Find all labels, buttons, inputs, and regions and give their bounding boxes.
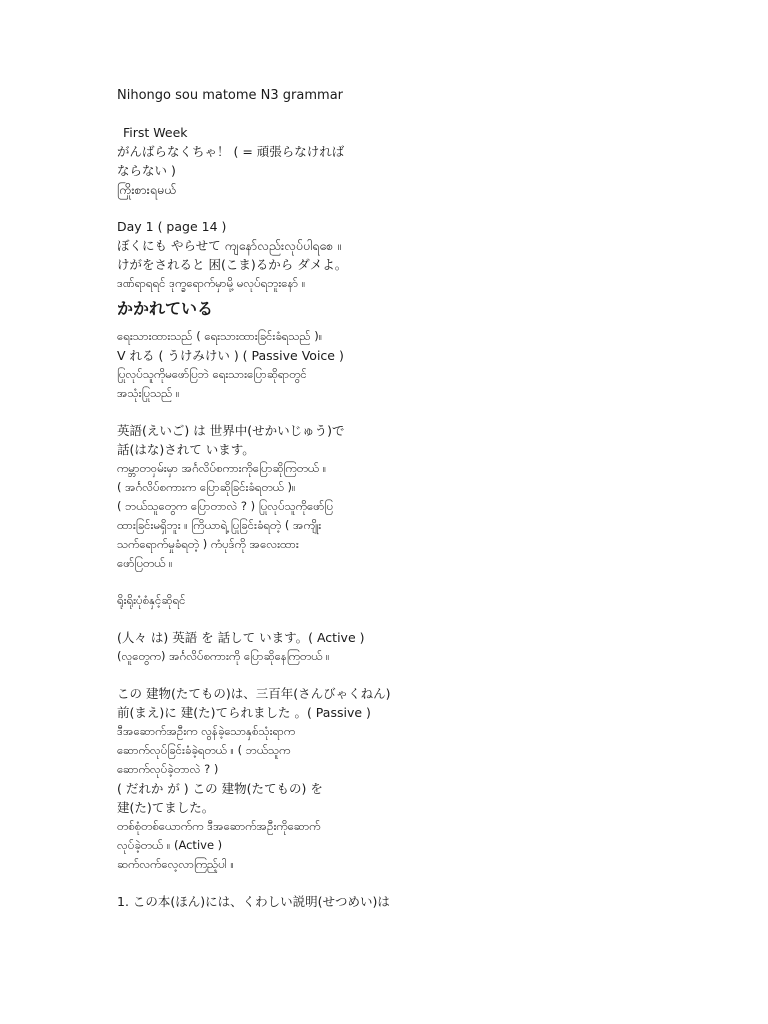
numbered-item-1: 1. この本(ほん)には、くわしい説明(せつめい)は — [117, 894, 390, 909]
example2-line-7: 建(た)てました。 — [117, 800, 215, 815]
day1-example-1: ぼくにも やらせて ကျနော်လည်းလုပ်ပါရစေ ။ — [117, 238, 342, 253]
spacer — [117, 573, 437, 591]
passive-line-4: အသုံးပြုသည် ။ — [117, 386, 180, 400]
passive-line-1: ရေးသားထားသည် ( ရေးသားထားခြင်းခံရသည် )။ — [117, 329, 323, 343]
normal-form-label: ရိုးရိုးပုံစံနှင့်ဆိုရင် — [117, 593, 186, 607]
example1-line-7: သက်ရောက်မှုခံရတဲ့ ) ကံပုဒ်ကို အလေးထား — [117, 537, 299, 551]
example1-line-4: ( အင်္ဂလိပ်စကားက ပြောဆိုခြင်းခံရတယ် )။ — [117, 480, 296, 494]
example2-line-10: ဆက်လက်လေ့လာကြည့်ပါ ။ — [117, 857, 234, 871]
example1-line-3: ကမ္ဘာတဝှမ်းမှာ အင်္ဂလိပ်စကားကိုပြောဆိုကြတယ် ။ — [117, 461, 327, 475]
intro-line-2: ならない ) — [117, 163, 176, 178]
week-label: First Week — [123, 125, 188, 140]
intro-line-1: がんばらなくちゃ！ ( = 頑張らなければ — [117, 144, 345, 159]
spacer — [117, 610, 437, 628]
intro-line-3: ကြိုးစားရမယ် — [117, 182, 177, 197]
day1-label: Day 1 ( page 14 ) — [117, 219, 227, 234]
example2-line-6: ( だれか が ) この 建物(たてもの) を — [117, 781, 323, 796]
spacer — [117, 666, 437, 684]
example2-line-9: လုပ်ခဲ့တယ် ။ (Active ) — [117, 838, 223, 852]
active1-line-1: (人々 は) 英語 を 話して います。( Active ) — [117, 630, 365, 645]
spacer — [117, 403, 437, 421]
example1-line-1: 英語(えいご) は 世界中(せかいじゅう)で — [117, 423, 345, 438]
example2-line-5: ဆောက်လုပ်ခဲ့တာလဲ ? ) — [117, 762, 219, 776]
passive-line-2: V れる ( うけみけい ) ( Passive Voice ) — [117, 348, 344, 363]
example2-line-3: ဒီအဆောက်အဦးက လွန်ခဲ့သောနှစ်သုံးရာက — [117, 724, 296, 738]
example2-line-8: တစ်စုံတစ်ယောက်က ဒီအဆောက်အဦးကိုဆောက် — [117, 819, 321, 833]
document-title: Nihongo sou matome N3 grammar — [117, 88, 344, 103]
example1-line-5: ( ဘယ်သူတွေက ပြောတာလဲ ? ) ပြုလုပ်သူကိုဖော်ပြ — [117, 499, 334, 513]
example2-line-1: この 建物(たてもの)は、三百年(さんびゃくねん) — [117, 686, 391, 701]
example1-line-2: 話(はな)されて います。 — [117, 442, 255, 457]
spacer — [117, 874, 437, 892]
section-heading: かかれている — [117, 299, 214, 318]
active1-line-2: (လူတွေက) အင်္ဂလိပ်စကားကို ပြောဆိုနေကြတယ် ။ — [117, 649, 330, 663]
example1-line-6: ထားခြင်းမရှိဘူး ။ ကြိယာရဲ့ ပြုခြင်းခံရတဲ့ ( အကျိုး — [117, 518, 322, 532]
example1-line-8: ဖော်ပြတယ် ။ — [117, 556, 173, 570]
document-page — [117, 86, 437, 911]
example2-line-2: 前(まえ)に 建(た)てられました 。( Passive ) — [117, 705, 371, 720]
day1-example-2: けがをされると 困(こま)るから ダメよ。 — [117, 257, 348, 272]
spacer — [117, 199, 437, 217]
passive-line-3: ပြုလုပ်သူကိုမဖော်ပြဘဲ ရေးသားပြောဆိုရာတွင် — [117, 367, 307, 381]
day1-example-3: ဒဏ်ရာရရင် ဒုက္ခရောက်မှာမို့ မလုပ်ရဘူးနော် ။ — [117, 276, 306, 290]
example2-line-4: ဆောက်လုပ်ခြင်းခံခဲ့ရတယ် ။ ( ဘယ်သူက — [117, 743, 291, 757]
